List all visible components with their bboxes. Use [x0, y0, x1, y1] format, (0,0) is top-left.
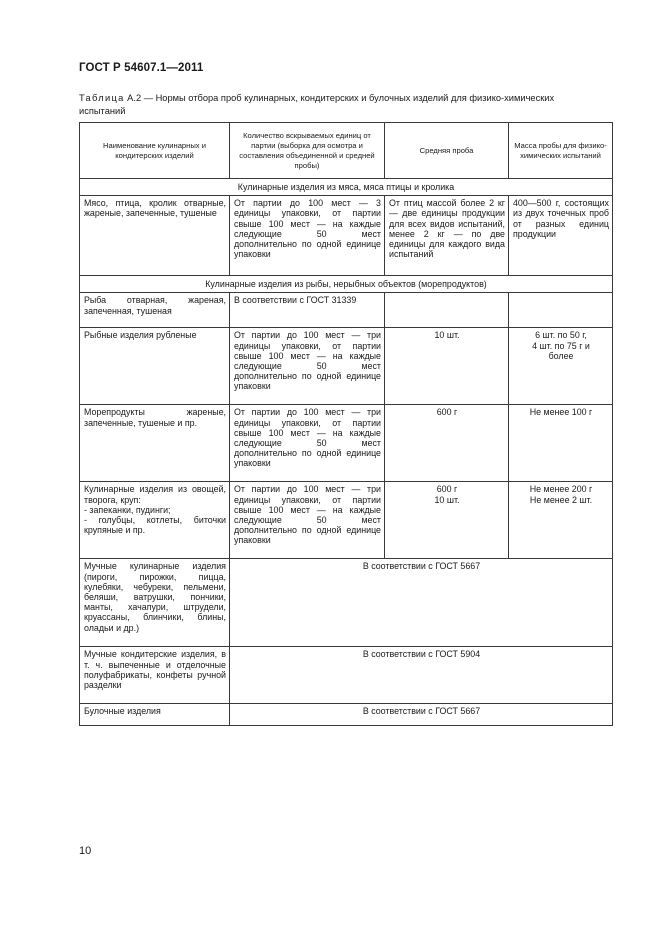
column-header-count: Количество вскрываемых единиц от партии (выборка для осмотра и составления объединенной и средней пробы) — [230, 123, 385, 179]
sample-cell — [385, 482, 509, 559]
product-name-cell: Мясо, птица, кролик отварные, жареные, запеченные, тушеные — [80, 196, 230, 276]
product-name-cell: Мучные кондитерские изделия, в т. ч. выпеченные и отделочные полуфабрикаты, конфеты ручной разделки — [80, 647, 230, 704]
table-row — [80, 482, 613, 559]
table-row — [80, 647, 613, 704]
product-name-cell — [80, 482, 230, 559]
document-header: ГОСТ Р 54607.1—2011 — [79, 62, 204, 74]
sample-cell: От птиц массой более 2 кг — две единицы продукции для всех видов испытаний, менее 2 кг — по две единицы для каждого вида испытаний — [385, 196, 509, 276]
sample-line: 600 г — [436, 484, 458, 495]
mass-cell — [509, 293, 613, 328]
mass-cell — [509, 482, 613, 559]
product-name-line: - голубцы, котлеты, биточки крупяные и пр. — [84, 515, 226, 536]
merged-standard-cell: В соответствии с ГОСТ 5667 — [230, 704, 613, 726]
product-name-line: Кулинарные изделия из овощей, творога, круп: — [84, 484, 226, 505]
product-name-cell: Булочные изделия — [80, 704, 230, 726]
mass-cell — [509, 328, 613, 405]
page-number: 10 — [79, 845, 92, 857]
section-row — [80, 276, 613, 293]
table-row — [80, 704, 613, 726]
product-name-cell: Мучные кулинарные изделия (пироги, пирожки, пицца, кулебяки, чебуреки, пельмени, беляши, ватрушки, пончики, манты, хачапури, штрудели, круассаны, блинчики, блины, оладьи и др.) — [80, 559, 230, 647]
section-row — [80, 179, 613, 196]
mass-line: 6 шт. по 50 г, — [535, 330, 587, 341]
count-cell: От партии до 100 мест — три единицы упаковки, от партии свыше 100 мест — на каждые следующие 50 мест дополнительно по одной единице упаковки — [230, 405, 385, 482]
product-name-cell: Рыба отварная, жареная, запеченная, тушеная — [80, 293, 230, 328]
mass-cell: Не менее 100 г — [509, 405, 613, 482]
table-header-row — [80, 123, 613, 179]
mass-cell: 400—500 г, состоящих из двух точечных проб от разных единиц продукции — [509, 196, 613, 276]
sample-cell — [385, 293, 509, 328]
mass-line: Не менее 200 г — [529, 484, 593, 495]
section-title: Кулинарные изделия из мяса, мяса птицы и кролика — [80, 179, 613, 196]
table-row — [80, 559, 613, 647]
mass-line: более — [548, 350, 574, 361]
table-row — [80, 328, 613, 405]
table-caption — [79, 92, 591, 117]
section-title: Кулинарные изделия из рыбы, нерыбных объектов (морепродуктов) — [80, 276, 613, 293]
sample-cell: 10 шт. — [385, 328, 509, 405]
sample-cell: 600 г — [385, 405, 509, 482]
table-caption-label: Таблица — [79, 93, 125, 103]
count-cell: От партии до 100 мест — 3 единицы упаковки, от партии свыше 100 мест — на каждые следующие 50 мест дополнительно по одной единице упаковки — [230, 196, 385, 276]
table-row — [80, 405, 613, 482]
count-cell: От партии до 100 мест — три единицы упаковки, от партии свыше 100 мест — на каждые следующие 50 мест дополнительно по одной единице упаковки — [230, 328, 385, 405]
count-cell: В соответствии с ГОСТ 31339 — [230, 293, 385, 328]
product-name-line: - запеканки, пудинги; — [84, 504, 171, 515]
mass-line: Не менее 2 шт. — [529, 494, 593, 505]
sample-line: 10 шт. — [434, 494, 460, 505]
count-cell: От партии до 100 мест — три единицы упаковки, от партии свыше 100 мест — на каждые следующие 50 мест дополнительно по одной единице упаковки — [230, 482, 385, 559]
table-row — [80, 196, 613, 276]
merged-standard-cell: В соответствии с ГОСТ 5904 — [230, 647, 613, 704]
product-name-cell: Морепродукты жареные, запеченные, тушеные и пр. — [80, 405, 230, 482]
table-caption-text: А.2 — Нормы отбора проб кулинарных, кондитерских и булочных изделий для физико-химических испытаний — [79, 93, 555, 116]
product-name-cell: Рыбные изделия рубленые — [80, 328, 230, 405]
merged-standard-cell: В соответствии с ГОСТ 5667 — [230, 559, 613, 647]
mass-line: 4 шт. по 75 г и — [532, 340, 590, 351]
sampling-norms-table — [79, 122, 613, 726]
column-header-sample: Средняя проба — [385, 123, 509, 179]
table-row — [80, 293, 613, 328]
column-header-name: Наименование кулинарных и кондитерских изделий — [80, 123, 230, 179]
column-header-mass: Масса пробы для физико-химических испытаний — [509, 123, 613, 179]
